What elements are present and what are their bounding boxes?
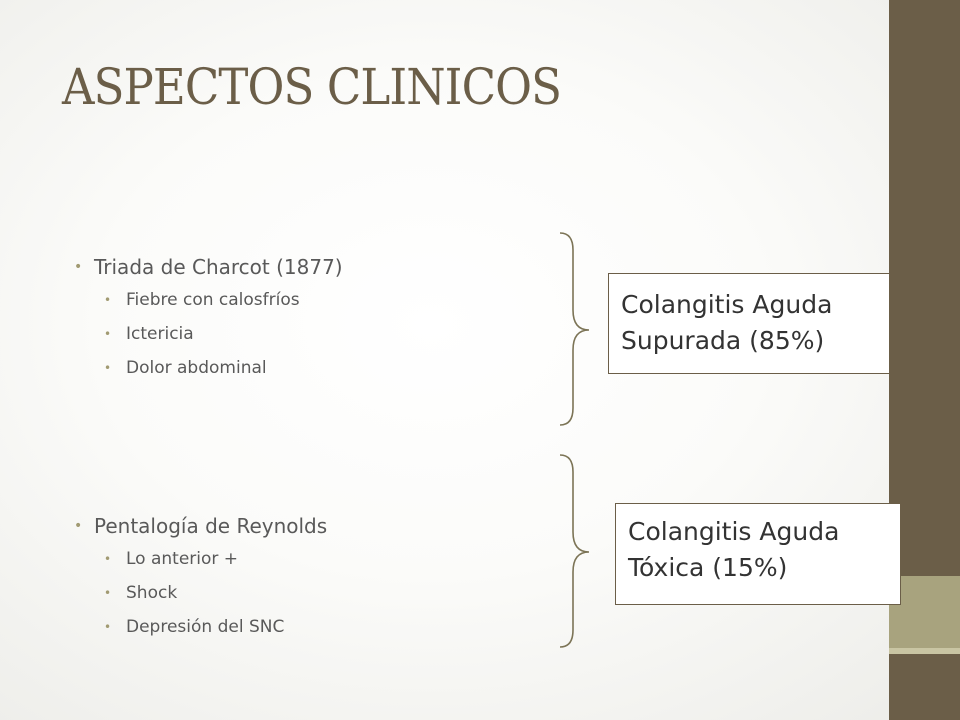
- callout-line: Colangitis Aguda: [621, 290, 833, 319]
- bullet-icon: •: [104, 293, 112, 307]
- list-item: [98, 576, 327, 610]
- right-brace-icon: [555, 230, 595, 430]
- list-item-label: Lo anterior +: [126, 549, 239, 569]
- page-title: ASPECTOS CLINICOS: [62, 58, 562, 116]
- callout-suppurative: [608, 273, 890, 374]
- callout-line: Tóxica (15%): [628, 553, 788, 582]
- list-item-label: Shock: [126, 583, 178, 603]
- sidebar-accent-strip: [889, 648, 960, 654]
- callout-toxic: [615, 503, 901, 605]
- list-item: [98, 542, 327, 576]
- sub-list: [98, 542, 327, 644]
- list-item: [98, 283, 343, 317]
- bullet-icon: •: [104, 361, 112, 375]
- sub-list: [98, 283, 343, 385]
- list-item-label: Ictericia: [126, 324, 194, 344]
- bullet-icon: •: [104, 552, 112, 566]
- bullet-icon: •: [74, 518, 83, 534]
- list-item-label: Dolor abdominal: [126, 358, 267, 378]
- list-item-label: Fiebre con calosfríos: [126, 290, 300, 310]
- right-brace-icon: [555, 452, 595, 652]
- charcot-triad-list: [74, 254, 343, 385]
- list-item: [98, 351, 343, 385]
- list-heading-label: Pentalogía de Reynolds: [94, 514, 328, 538]
- list-heading: [74, 254, 343, 280]
- bullet-icon: •: [104, 327, 112, 341]
- reynolds-pentad-list: [74, 513, 327, 644]
- list-heading-label: Triada de Charcot (1877): [94, 255, 343, 279]
- bullet-icon: •: [104, 586, 112, 600]
- callout-line: Colangitis Aguda: [628, 517, 840, 546]
- list-heading: [74, 513, 327, 539]
- list-item-label: Depresión del SNC: [126, 617, 285, 637]
- list-item: [98, 317, 343, 351]
- callout-line: Supurada (85%): [621, 326, 825, 355]
- bullet-icon: •: [104, 620, 112, 634]
- bullet-icon: •: [74, 259, 83, 275]
- list-item: [98, 610, 327, 644]
